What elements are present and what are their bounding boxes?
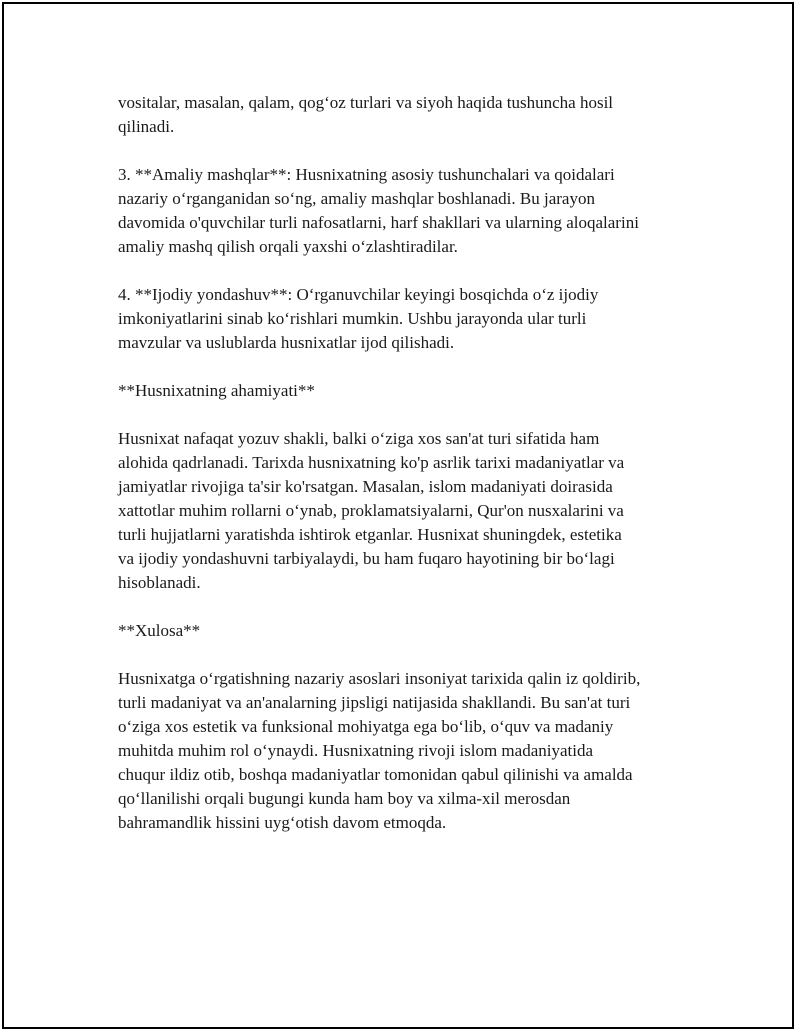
document-body	[118, 91, 698, 859]
paragraph-conclusion: Husnixatga o‘rgatishning nazariy asoslari insoniyat tarixida qalin iz qoldirib, turli madaniyat va an'analarning jipsligi natijasida shakllandi. Bu san'at turi o‘ziga xos estetik va funksional mohiyatga ega bo‘lib, o‘quv va madaniy muhitda muhim rol o‘ynaydi. Husnixatning rivoji islom madaniyatida chuqur ildiz otib, boshqa madaniyatlar tomonidan qabul qilinishi va amalda qo‘llanilishi orqali bugungi kunda ham boy va xilma-xil merosdan bahramandlik hissini uyg‘otish davom etmoqda.	[118, 669, 641, 832]
paragraph-importance: Husnixat nafaqat yozuv shakli, balki o‘ziga xos san'at turi sifatida ham alohida qadrlanadi. Tarixda husnixatning ko'p asrlik tarixi madaniyatlar va jamiyatlar rivojiga ta'sir ko'rsatgan. Masalan, islom madaniyati doirasida xattotlar muhim rollarni o‘ynab, proklamatsiyalarni, Qur'on nusxalarini va turli hujjatlarni yaratishda ishtirok etganlar. Husnixat shuningdek, estetika va ijodiy yondashuvni tarbiyalaydi, bu ham fuqaro hayotining bir bo‘lagi hisoblanadi.	[118, 429, 625, 592]
paragraph-practical-exercises: 3. **Amaliy mashqlar**: Husnixatning asosiy tushunchalari va qoidalari nazariy o‘rganganidan so‘ng, amaliy mashqlar boshlanadi. Bu jarayon davomida o'quvchilar turli nafosatlarni, harf shakllari va ularning aloqalarini amaliy mashq qilish orqali yaxshi o‘zlashtiradilar.	[118, 165, 639, 256]
section-heading-importance: **Husnixatning ahamiyati**	[118, 381, 315, 400]
section-heading-conclusion: **Xulosa**	[118, 621, 201, 640]
paragraph-creative-approach: 4. **Ijodiy yondashuv**: O‘rganuvchilar keyingi bosqichda o‘z ijodiy imkoniyatlarini sinab ko‘rishlari mumkin. Ushbu jarayonda ular turli mavzular va uslublarda husnixatlar ijod qilishadi.	[118, 285, 599, 352]
paragraph-continued-tools: vositalar, masalan, qalam, qog‘oz turlari va siyoh haqida tushuncha hosil qilinadi.	[118, 93, 614, 136]
